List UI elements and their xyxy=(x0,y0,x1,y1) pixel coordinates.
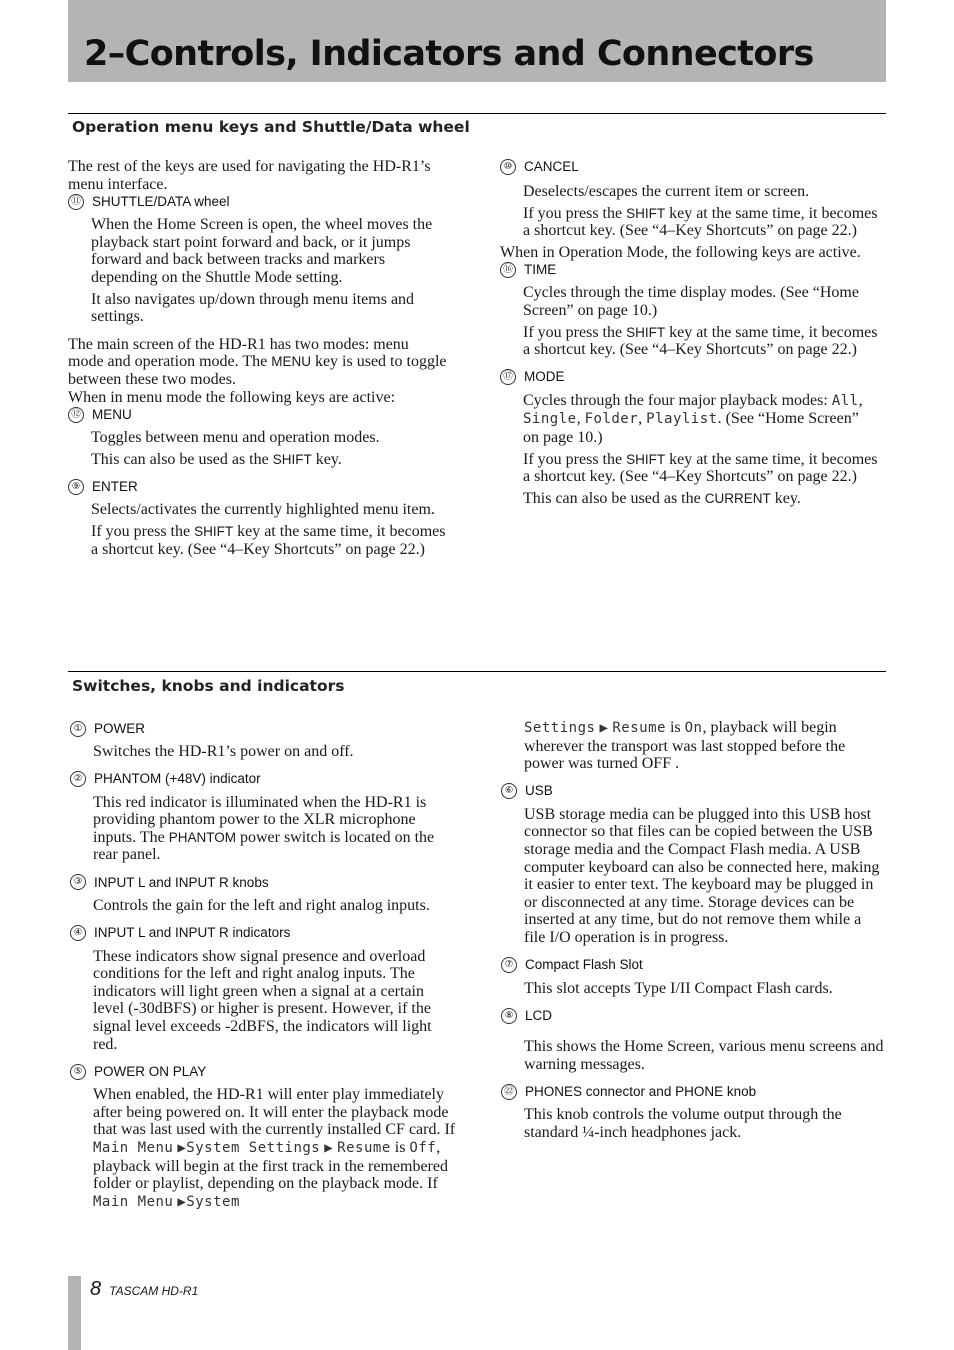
body-text: This shows the Home Screen, various menu screens and warning messages. xyxy=(524,1038,884,1073)
lcd-mode-name: Folder xyxy=(584,411,639,428)
lcd-mode-name: Single xyxy=(523,411,577,428)
item-label: LCD xyxy=(525,1007,553,1023)
item-label: MODE xyxy=(524,369,565,385)
body-text: This red indicator is illuminated when the HD-R1 is providing phantom power to the XLR microphone inputs. The PHANTOM power switch is located on the rear panel. xyxy=(93,793,435,864)
section1-right-column xyxy=(500,158,878,511)
item-body-shuttle xyxy=(91,210,448,326)
lcd-menu-path: Settings xyxy=(524,720,596,736)
section1-left-column xyxy=(68,158,448,562)
item-heading-mode xyxy=(500,369,878,386)
item-body-phantom xyxy=(93,788,456,864)
item-label: POWER ON PLAY xyxy=(94,1063,207,1079)
body-text: This slot accepts Type I/II Compact Flash cards. xyxy=(524,979,833,997)
body-text: Cycles through the time display modes. (See “Home Screen” on page 10.) xyxy=(523,284,859,319)
item-label: SHUTTLE/DATA wheel xyxy=(92,193,230,209)
lcd-menu-path: System Settings xyxy=(186,1139,321,1156)
body-text: If you press the SHIFT key at the same time, it becomes a shortcut key. (See “4–Key Shortcuts” on page 22.) xyxy=(523,323,878,359)
lcd-mode-name: All xyxy=(831,392,859,409)
item-body-mode xyxy=(523,386,878,508)
item-number: ⑪ xyxy=(68,194,84,210)
item-body-cancel xyxy=(523,175,878,240)
item-body-menu xyxy=(91,423,448,468)
body-text: This can also be used as the SHIFT key. xyxy=(91,450,342,468)
item-label: MENU xyxy=(92,406,132,422)
section-divider xyxy=(68,113,886,114)
body-text: Cycles through the four major playback modes: All, Single, Folder, Playlist. (See “Home Screen” on page 10.) xyxy=(523,391,863,446)
chapter-title: 2–Controls, Indicators and Connectors xyxy=(84,34,814,74)
item-number: ⑧ xyxy=(501,1008,517,1024)
item-body-power xyxy=(93,737,456,761)
item-heading-compact-flash xyxy=(501,957,886,974)
body-text: If you press the SHIFT key at the same time, it becomes a shortcut key. (See “4–Key Shortcuts” on page 22.) xyxy=(523,450,878,486)
body-text: Deselects/escapes the current item or screen. xyxy=(523,183,810,200)
item-number: ⑩ xyxy=(500,159,516,175)
item-heading-time xyxy=(500,261,878,278)
lcd-value: Off xyxy=(409,1139,437,1156)
item-body-phones xyxy=(524,1100,886,1141)
section2-right-column xyxy=(501,719,886,1146)
item-heading-menu xyxy=(68,406,448,423)
item-number: ① xyxy=(70,721,86,737)
item-body-input-indicators xyxy=(93,942,456,1054)
item-number: ⑦ xyxy=(501,957,517,973)
item-label: TIME xyxy=(524,262,557,278)
lcd-menu-path: Main Menu xyxy=(93,1139,174,1156)
power-on-play-continued xyxy=(524,719,886,773)
key-name: CURRENT xyxy=(704,490,771,506)
body-text: Toggles between menu and operation modes. xyxy=(91,429,380,447)
body-text: Selects/activates the currently highlighted menu item. xyxy=(91,501,435,519)
item-heading-phones xyxy=(501,1083,886,1100)
item-heading-power xyxy=(70,720,456,737)
item-label: INPUT L and INPUT R indicators xyxy=(94,925,291,941)
operation-mode-intro: When in Operation Mode, the following keys are active. xyxy=(500,243,861,261)
item-heading-phantom xyxy=(70,771,456,788)
lcd-arrow: ▶ xyxy=(599,720,609,736)
lcd-menu-path: Resume xyxy=(612,720,666,736)
item-number: ⑤ xyxy=(70,1064,86,1080)
section-heading-operation-keys: Operation menu keys and Shuttle/Data wheel xyxy=(72,118,470,136)
item-label: CANCEL xyxy=(524,158,579,174)
item-heading-input-knobs xyxy=(70,874,456,891)
item-label: POWER xyxy=(94,720,146,736)
page-number: 8 xyxy=(90,1278,102,1300)
intro-text: The rest of the keys are used for navigating the HD-R1’s menu interface. xyxy=(68,158,431,193)
item-body-lcd xyxy=(524,1024,886,1073)
lcd-menu-path: Main Menu xyxy=(93,1193,174,1210)
item-number: ⑰ xyxy=(500,369,516,385)
item-heading-shuttle xyxy=(68,193,448,210)
key-name: MENU xyxy=(271,354,311,370)
body-text: Controls the gain for the left and right analog inputs. xyxy=(93,896,430,914)
key-name: SHIFT xyxy=(194,523,234,539)
page-edge-tab xyxy=(68,1276,81,1350)
item-body-usb xyxy=(524,800,886,947)
item-heading-enter xyxy=(68,478,448,495)
item-number: ⑥ xyxy=(501,783,517,799)
lcd-menu-path: Resume xyxy=(337,1139,391,1156)
body-text: This knob controls the volume output through the standard ¼-inch headphones jack. xyxy=(524,1106,842,1141)
body-text: These indicators show signal presence and overload conditions for the left and right analog inputs. The indicators will light green when a signal at a certain level (-30dBFS) or higher is present. However, if the signal level exceeds -2dBFS, the indicators will light red. xyxy=(93,947,432,1053)
key-name: PHANTOM xyxy=(168,829,236,845)
key-name: SHIFT xyxy=(626,451,666,467)
body-text: It also navigates up/down through menu items and settings. xyxy=(91,290,415,326)
modes-text: The main screen of the HD-R1 has two modes: menu mode and operation mode. The MENU key is used to toggle between these two modes. xyxy=(68,335,447,388)
body-text: When enabled, the HD-R1 will enter play immediately after being powered on. It will enter the playback mode that was last used with the currently installed CF card. If Main Menu ▶System Settings ▶ Resume is Off, playback will begin at the first track in the remembered folder or playlist, depending on the playback mode. If Main Menu ▶System xyxy=(93,1086,456,1210)
item-label: USB xyxy=(525,783,553,799)
item-heading-usb xyxy=(501,783,886,800)
item-body-enter xyxy=(91,495,448,558)
item-heading-input-indicators xyxy=(70,925,456,942)
item-body-time xyxy=(523,278,878,358)
lcd-value: On xyxy=(684,720,703,736)
item-body-power-on-play xyxy=(93,1080,456,1211)
body-text: If you press the SHIFT key at the same time, it becomes a shortcut key. (See “4–Key Shortcuts” on page 22.) xyxy=(91,522,446,558)
item-label: PHONES connector and PHONE knob xyxy=(525,1084,757,1100)
item-heading-lcd xyxy=(501,1007,886,1024)
item-heading-cancel xyxy=(500,158,878,175)
item-label: INPUT L and INPUT R knobs xyxy=(94,874,269,890)
lcd-arrow: ▶ xyxy=(177,1193,187,1210)
item-number: ③ xyxy=(70,874,86,890)
item-body-compact-flash xyxy=(524,974,886,998)
key-name: SHIFT xyxy=(626,324,666,340)
item-number: ㉒ xyxy=(501,1084,517,1100)
section2-left-column xyxy=(70,720,456,1215)
lcd-arrow: ▶ xyxy=(324,1139,334,1156)
key-name: SHIFT xyxy=(626,205,666,221)
item-number: ⑯ xyxy=(500,262,516,278)
section-heading-switches: Switches, knobs and indicators xyxy=(72,677,345,695)
item-label: Compact Flash Slot xyxy=(525,957,643,973)
page-footer xyxy=(90,1278,198,1301)
item-number: ② xyxy=(70,771,86,787)
body-text: If you press the SHIFT key at the same time, it becomes a shortcut key. (See “4–Key Shortcuts” on page 22.) xyxy=(523,204,878,240)
item-number: ⑫ xyxy=(68,407,84,423)
footer-product-name: TASCAM HD-R1 xyxy=(109,1284,199,1298)
lcd-arrow: ▶ xyxy=(177,1139,187,1156)
item-number: ④ xyxy=(70,925,86,941)
item-number: ⑨ xyxy=(68,479,84,495)
menu-mode-intro: When in menu mode the following keys are active: xyxy=(68,388,396,406)
body-text: USB storage media can be plugged into this USB host connector so that files can be copied between the USB storage media and the Compact Flash media. A USB computer keyboard can also be connected here, making it easier to enter text. The keyboard may be plugged in or disconnected at any time. Storage devices can be inserted at any time, but do not remove them while a file I/O operation is in progress. xyxy=(524,805,880,946)
item-label: PHANTOM (+48V) indicator xyxy=(94,771,261,787)
body-text: This can also be used as the CURRENT key. xyxy=(523,489,801,507)
chapter-header-bar xyxy=(68,0,886,82)
item-label: ENTER xyxy=(92,479,138,495)
key-name: SHIFT xyxy=(272,451,312,467)
lcd-mode-name: Playlist xyxy=(646,411,718,428)
body-text: When the Home Screen is open, the wheel moves the playback start point forward and back, or it jumps forward and back between tracks and markers depending on the Shuttle Mode setting. xyxy=(91,216,433,286)
section-divider xyxy=(68,671,886,672)
lcd-menu-path: System xyxy=(186,1193,240,1210)
item-body-input-knobs xyxy=(93,891,456,915)
body-text: Switches the HD-R1’s power on and off. xyxy=(93,743,354,760)
item-heading-power-on-play xyxy=(70,1063,456,1080)
body-text: Settings ▶ Resume is On, playback will begin wherever the transport was last stopped before the power was turned OFF . xyxy=(524,719,846,773)
